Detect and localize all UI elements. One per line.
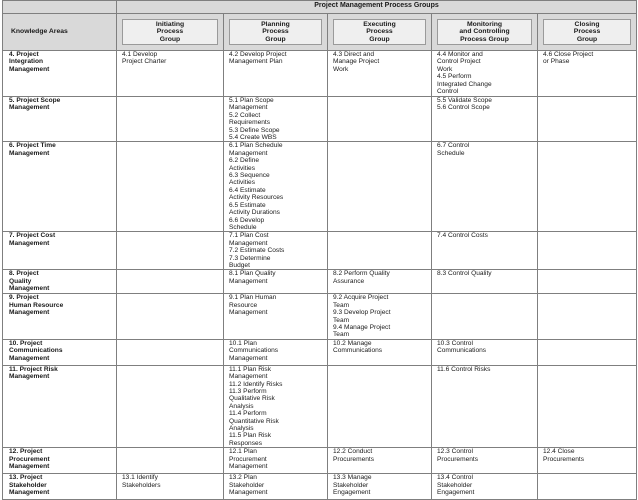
- knowledge-area-cell: 5. Project Scope Management: [3, 97, 117, 142]
- closing-cell: [538, 294, 637, 339]
- knowledge-area-cell: 7. Project Cost Management: [3, 232, 117, 270]
- executing-cell: 12.2 Conduct Procurements: [328, 448, 432, 474]
- initiating-cell: [117, 294, 224, 339]
- planning-cell: 5.1 Plan Scope Management 5.2 Collect Requirements 5.3 Define Scope 5.4 Create WBS: [224, 97, 328, 142]
- planning-cell: 9.1 Plan Human Resource Management: [224, 294, 328, 339]
- planning-cell: 6.1 Plan Schedule Management 6.2 Define Activities 6.3 Sequence Activities 6.4 Estimate Activity Resources 6.5 Estimate Activity Durations 6.6 Develop Schedule: [224, 142, 328, 232]
- closing-cell: [538, 474, 637, 500]
- closing-cell: 12.4 Close Procurements: [538, 448, 637, 474]
- closing-cell: [538, 97, 637, 142]
- closing-cell: [538, 365, 637, 447]
- initiating-cell: 13.1 Identify Stakeholders: [117, 474, 224, 500]
- planning-cell: 13.2 Plan Stakeholder Management: [224, 474, 328, 500]
- closing-cell: 4.6 Close Project or Phase: [538, 51, 637, 97]
- initiating-cell: [117, 232, 224, 270]
- table-row: [3, 51, 637, 97]
- monitoring-cell: 12.3 Control Procurements: [432, 448, 538, 474]
- initiating-cell: 4.1 Develop Project Charter: [117, 51, 224, 97]
- table-row: [3, 232, 637, 270]
- column-header-row: [3, 14, 637, 51]
- blank-corner-cell: [3, 1, 117, 14]
- monitoring-cell: 8.3 Control Quality: [432, 270, 538, 294]
- planning-cell: 12.1 Plan Procurement Management: [224, 448, 328, 474]
- closing-cell: [538, 232, 637, 270]
- executing-cell: 8.2 Perform Quality Assurance: [328, 270, 432, 294]
- table-row: [3, 474, 637, 500]
- executing-header: [328, 14, 432, 51]
- planning-cell: 8.1 Plan Quality Management: [224, 270, 328, 294]
- process-groups-banner-row: [3, 1, 637, 14]
- executing-cell: 4.3 Direct and Manage Project Work: [328, 51, 432, 97]
- closing-header-label: Closing Process Group: [543, 19, 631, 45]
- knowledge-area-cell: 4. Project Integration Management: [3, 51, 117, 97]
- table-row: [3, 270, 637, 294]
- initiating-header: [117, 14, 224, 51]
- closing-header: [538, 14, 637, 51]
- closing-cell: [538, 142, 637, 232]
- table-row: [3, 365, 637, 447]
- monitoring-cell: [432, 294, 538, 339]
- executing-header-label: Executing Process Group: [333, 19, 426, 45]
- process-groups-table: [2, 0, 637, 500]
- knowledge-area-cell: 6. Project Time Management: [3, 142, 117, 232]
- initiating-cell: [117, 339, 224, 365]
- monitoring-cell: 6.7 Control Schedule: [432, 142, 538, 232]
- table-row: [3, 339, 637, 365]
- initiating-cell: [117, 142, 224, 232]
- planning-cell: 4.2 Develop Project Management Plan: [224, 51, 328, 97]
- knowledge-area-cell: 11. Project Risk Management: [3, 365, 117, 447]
- executing-cell: [328, 97, 432, 142]
- executing-cell: [328, 232, 432, 270]
- monitoring-cell: 5.5 Validate Scope 5.6 Control Scope: [432, 97, 538, 142]
- initiating-cell: [117, 270, 224, 294]
- executing-cell: 10.2 Manage Communications: [328, 339, 432, 365]
- knowledge-area-cell: 9. Project Human Resource Management: [3, 294, 117, 339]
- planning-header: [224, 14, 328, 51]
- table-row: [3, 142, 637, 232]
- executing-cell: 9.2 Acquire Project Team 9.3 Develop Project Team 9.4 Manage Project Team: [328, 294, 432, 339]
- monitoring-cell: 4.4 Monitor and Control Project Work 4.5 Perform Integrated Change Control: [432, 51, 538, 97]
- process-groups-title: Project Management Process Groups: [117, 1, 637, 14]
- knowledge-area-cell: 10. Project Communications Management: [3, 339, 117, 365]
- monitoring-cell: 13.4 Control Stakeholder Engagement: [432, 474, 538, 500]
- initiating-cell: [117, 365, 224, 447]
- knowledge-area-cell: 12. Project Procurement Management: [3, 448, 117, 474]
- knowledge-areas-header: Knowledge Areas: [3, 14, 117, 51]
- closing-cell: [538, 339, 637, 365]
- planning-cell: 7.1 Plan Cost Management 7.2 Estimate Costs 7.3 Determine Budget: [224, 232, 328, 270]
- planning-cell: 10.1 Plan Communications Management: [224, 339, 328, 365]
- table-row: [3, 448, 637, 474]
- monitoring-cell: 11.6 Control Risks: [432, 365, 538, 447]
- planning-header-label: Planning Process Group: [229, 19, 322, 45]
- monitoring-cell: 7.4 Control Costs: [432, 232, 538, 270]
- closing-cell: [538, 270, 637, 294]
- table-row: [3, 294, 637, 339]
- knowledge-area-cell: 8. Project Quality Management: [3, 270, 117, 294]
- executing-cell: 13.3 Manage Stakeholder Engagement: [328, 474, 432, 500]
- executing-cell: [328, 142, 432, 232]
- initiating-cell: [117, 97, 224, 142]
- knowledge-area-cell: 13. Project Stakeholder Management: [3, 474, 117, 500]
- monitoring-header: [432, 14, 538, 51]
- executing-cell: [328, 365, 432, 447]
- table-body: [3, 51, 637, 500]
- monitoring-cell: 10.3 Control Communications: [432, 339, 538, 365]
- initiating-header-label: Initiating Process Group: [122, 19, 218, 45]
- monitoring-header-label: Monitoring and Controlling Process Group: [437, 19, 532, 45]
- initiating-cell: [117, 448, 224, 474]
- planning-cell: 11.1 Plan Risk Management 11.2 Identify Risks 11.3 Perform Qualitative Risk Analysis 11.4 Perform Quantitative Risk Analysis 11.5 Plan Risk Responses: [224, 365, 328, 447]
- table-row: [3, 97, 637, 142]
